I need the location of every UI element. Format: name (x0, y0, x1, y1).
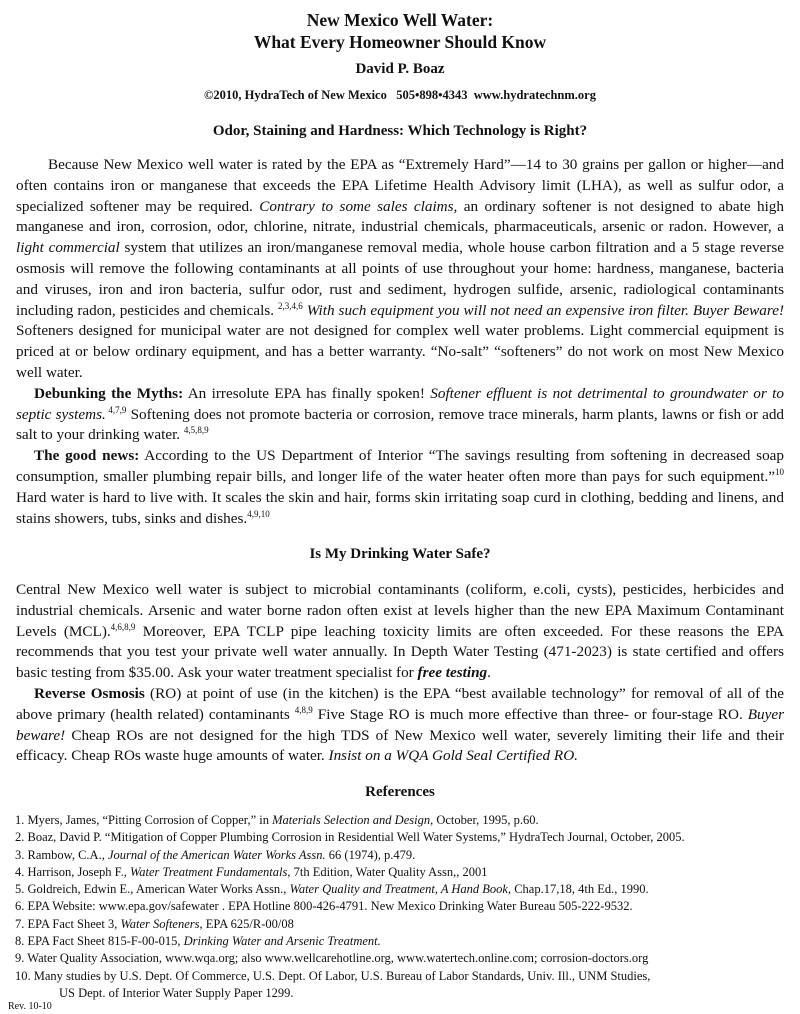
paragraph-reverse-osmosis: Reverse Osmosis (RO) at point of use (in the kitchen) is the EPA “best available technology” for removal of all of the above primary (health related) contaminants $^{4,8,9}$ Five Stage RO is much more effective than three- or four-stage RO. Buyer beware! Cheap ROs are not designed for the high TDS of New Mexico well water, severely limiting their life and their efficacy. Cheap ROs waste huge amounts of water. Insist on a WQA Gold Seal Certified RO. (16, 684, 785, 765)
references-list (15, 812, 785, 1002)
paragraph-contaminants: Central New Mexico well water is subject to microbial contaminants (coliform, e.coli, cysts), pesticides, herbicides and industrial chemicals. Arsenic and water borne radon often exist at levels higher than the new EPA Maximum Contaminant Levels (MCL).$^{4,6,8,9}$ Moreover, EPA TCLP pipe leaching toxicity limits are often exceeded. For these reasons the EPA recommends that you test your private well water annually. In Depth Water Testing (471-2023) is state certified and offers basic testing from $35.00. Ask your water treatment specialist for free testing. (16, 581, 784, 682)
title-line-1: New Mexico Well Water: (306, 10, 494, 30)
reference-item: 10. Many studies by U.S. Dept. Of Commerce, U.S. Dept. Of Labor, U.S. Bureau of Labor Standards, Univ. Ill., UNM Studies, (15, 968, 651, 983)
reference-item: 1. Myers, James, “Pitting Corrosion of Copper,” in Materials Selection and Design, October, 1995, p.60. (15, 813, 539, 827)
reference-item: 7. EPA Fact Sheet 3, Water Softeners, EPA 625/R-00/08 (15, 916, 294, 931)
paragraph-myths: Debunking the Myths: An irresolute EPA has finally spoken! Softener effluent is not detrimental to groundwater or to septic systems. $^{4,7,9}$ Softening does not promote bacteria or corrosion, remove trace minerals, harm plants, lawns or fish or add salt to your drinking water. $^{4,5,8,9}$ (16, 384, 785, 444)
reference-item: 2. Boaz, David P. “Mitigation of Copper Plumbing Corrosion in Residential Well Water Systems,” HydraTech Journal, October, 2005. (15, 830, 685, 845)
section-odor-body (16, 155, 784, 529)
references-heading: References (365, 784, 435, 800)
reference-item: 9. Water Quality Association, www.wqa.org; also www.wellcarehotline.org, www.watertech.online.com; corrosion-doctors.org (15, 951, 649, 966)
document-title (0, 9, 800, 53)
copyright-line: ©2010, HydraTech of New Mexico 505•898•4343 www.hydratechnm.org (204, 88, 596, 102)
revision-note: Rev. 10-10 (8, 1001, 52, 1012)
reference-item: 5. Goldreich, Edwin E., American Water Works Assn., Water Quality and Treatment, A Hand Book, Chap.17,18, 4th Ed., 1990. (15, 882, 649, 897)
reference-item: 3. Rambow, C.A., Journal of the American Water Works Assn. 66 (1974), p.479. (15, 847, 416, 862)
section-safe-body (16, 580, 784, 767)
reference-item-continuation: US Dept. of Interior Water Supply Paper 1299. (59, 985, 294, 1000)
author: David P. Boaz (355, 61, 445, 77)
paragraph-hardness: Because New Mexico well water is rated by the EPA as “Extremely Hard”—14 to 30 grains per gallon or higher—and often contains iron or manganese that exceeds the EPA Lifetime Health Advisory limit (LHA), as well as sulfur odor, a specialized softener may be required. Contrary to some sales claims, an ordinary softener is not designed to abate high manganese and iron, corrosion, odor, chlorine, nitrate, industrial chemicals, pharmaceuticals, arsenic or radon. However, a light commercial system that utilizes an iron/manganese removal media, whole house carbon filtration and a 5 stage reverse osmosis will remove the following contaminants at all points of use throughout your home: hardness, manganese, bacteria and viruses, iron and iron bacteria, sulfur odor, rust and sediment, hydrogen sulfide, arsenic, radiological contaminants including radon, pesticides and chemicals. $^{2,3,4,6}$ With such equipment you will not need an expensive iron filter. Buyer Beware! Softeners designed for municipal water are not designed for complex well water problems. Light commercial equipment is priced at or below ordinary equipment, and has a better warranty. “No-salt” “softeners” do not work on most New Mexico well water. (16, 156, 784, 381)
reference-item: 8. EPA Fact Sheet 815-F-00-015, Drinking Water and Arsenic Treatment. (15, 934, 381, 949)
paragraph-good-news: The good news: According to the US Department of Interior “The savings resulting from softening in decreased soap consumption, smaller plumbing repair bills, and longer life of the water heater often more than pays for such equipment.”$^{10}$ Hard water is hard to live with. It scales the skin and hair, forms skin irritating soap curd in clothing, bedding and linens, and stains showers, tubs, sinks and dishes.$^{4,9,10}$ (16, 447, 785, 527)
reference-item: 4. Harrison, Joseph F., Water Treatment Fundamentals, 7th Edition, Water Quality Assn,, 2001 (15, 864, 488, 879)
section-heading-safe: Is My Drinking Water Safe? (309, 546, 491, 562)
reference-item: 6. EPA Website: www.epa.gov/safewater . EPA Hotline 800-426-4791. New Mexico Drinking Water Bureau 505-222-9532. (15, 899, 633, 914)
title-line-2: What Every Homeowner Should Know (253, 32, 547, 52)
section-heading-odor: Odor, Staining and Hardness: Which Technology is Right? (212, 123, 588, 139)
